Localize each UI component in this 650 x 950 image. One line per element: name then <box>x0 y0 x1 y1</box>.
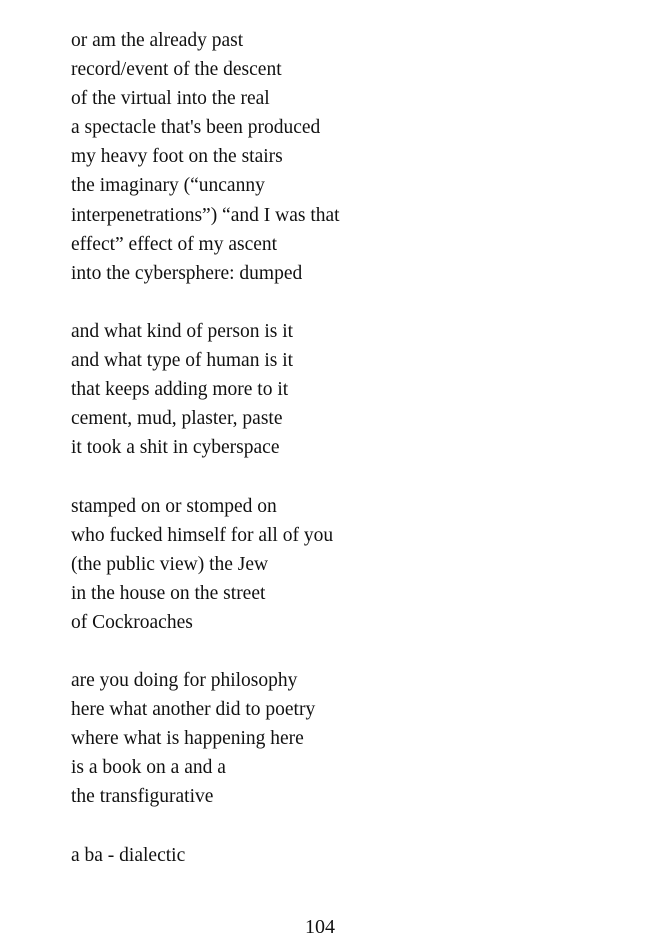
poem-stanza-3 <box>71 492 340 637</box>
poem-line: a ba - dialectic <box>71 844 186 866</box>
poem-line: the imaginary (“uncanny <box>71 175 265 197</box>
poem-line: (the public view) the Jew <box>71 553 269 575</box>
poem-stanza-5 <box>71 841 340 870</box>
poem-line: where what is happening here <box>71 728 304 750</box>
poem-line: are you doing for philosophy <box>71 670 298 692</box>
poem-line: my heavy foot on the stairs <box>71 146 283 168</box>
poem-line: that keeps adding more to it <box>71 379 289 401</box>
poem-line: into the cybersphere: dumped <box>71 262 303 284</box>
poem-line: and what type of human is it <box>71 350 294 372</box>
poem-line: here what another did to poetry <box>71 699 316 721</box>
poem-line: effect” effect of my ascent <box>71 233 278 255</box>
poem-line: and what kind of person is it <box>71 320 294 342</box>
poem-line: is a book on a and a <box>71 757 226 779</box>
poem-line: of the virtual into the real <box>71 88 270 110</box>
poem-text <box>71 26 340 899</box>
poem-line: of Cockroaches <box>71 611 193 633</box>
poem-line: it took a shit in cyberspace <box>71 437 280 459</box>
poem-line: the transfigurative <box>71 786 214 808</box>
poem-line: a spectacle that's been produced <box>71 117 321 139</box>
poem-line: stamped on or stomped on <box>71 495 277 517</box>
poem-stanza-4 <box>71 666 340 811</box>
poem-stanza-1 <box>71 26 340 288</box>
poem-line: or am the already past <box>71 30 244 51</box>
poem-line: who fucked himself for all of you <box>71 524 334 546</box>
poem-stanza-2 <box>71 317 340 462</box>
poem-line: cement, mud, plaster, paste <box>71 408 283 430</box>
poem-line: in the house on the street <box>71 582 266 604</box>
poem-line: record/event of the descent <box>71 59 282 81</box>
page-number: 104 <box>305 916 335 938</box>
poem-line: interpenetrations”) “and I was that <box>71 204 340 226</box>
